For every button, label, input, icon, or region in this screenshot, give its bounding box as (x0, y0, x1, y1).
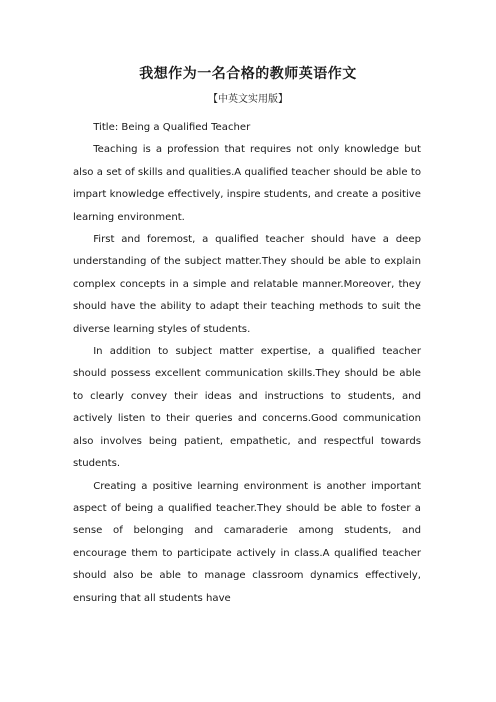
document-subtitle: 【中英文实用版】 (208, 94, 288, 105)
paragraph: First and foremost, a qualified teacher should have a deep understanding of the subject matter.They should be able to explain complex concepts in a simple and relatable manner.Moreover, they should have the ability to adapt their teaching methods to suit the diverse learning styles of students. (73, 234, 421, 335)
document-body (73, 117, 421, 610)
essay-title-line: Title: Being a Qualified Teacher (93, 122, 251, 133)
paragraph: Teaching is a profession that requires not only knowledge but also a set of skills and qualities.A qualified teacher should be able to impart knowledge effectively, inspire students, and create a positive learning environment. (73, 144, 421, 223)
document-title: 我想作为一名合格的教师英语作文 (139, 66, 357, 82)
paragraph: Creating a positive learning environment is another important aspect of being a qualified teacher.They should be able to foster a sense of belonging and camaraderie among students, and encourage them to participate actively in class.A qualified teacher should also be able to manage classroom dynamics effectively, ensuring that all students have (73, 480, 421, 604)
paragraph: In addition to subject matter expertise, a qualified teacher should possess excellent communication skills.They should be able to clearly convey their ideas and instructions to students, and actively listen to their queries and concerns.Good communication also involves being patient, empathetic, and respectful towards students. (73, 346, 421, 470)
